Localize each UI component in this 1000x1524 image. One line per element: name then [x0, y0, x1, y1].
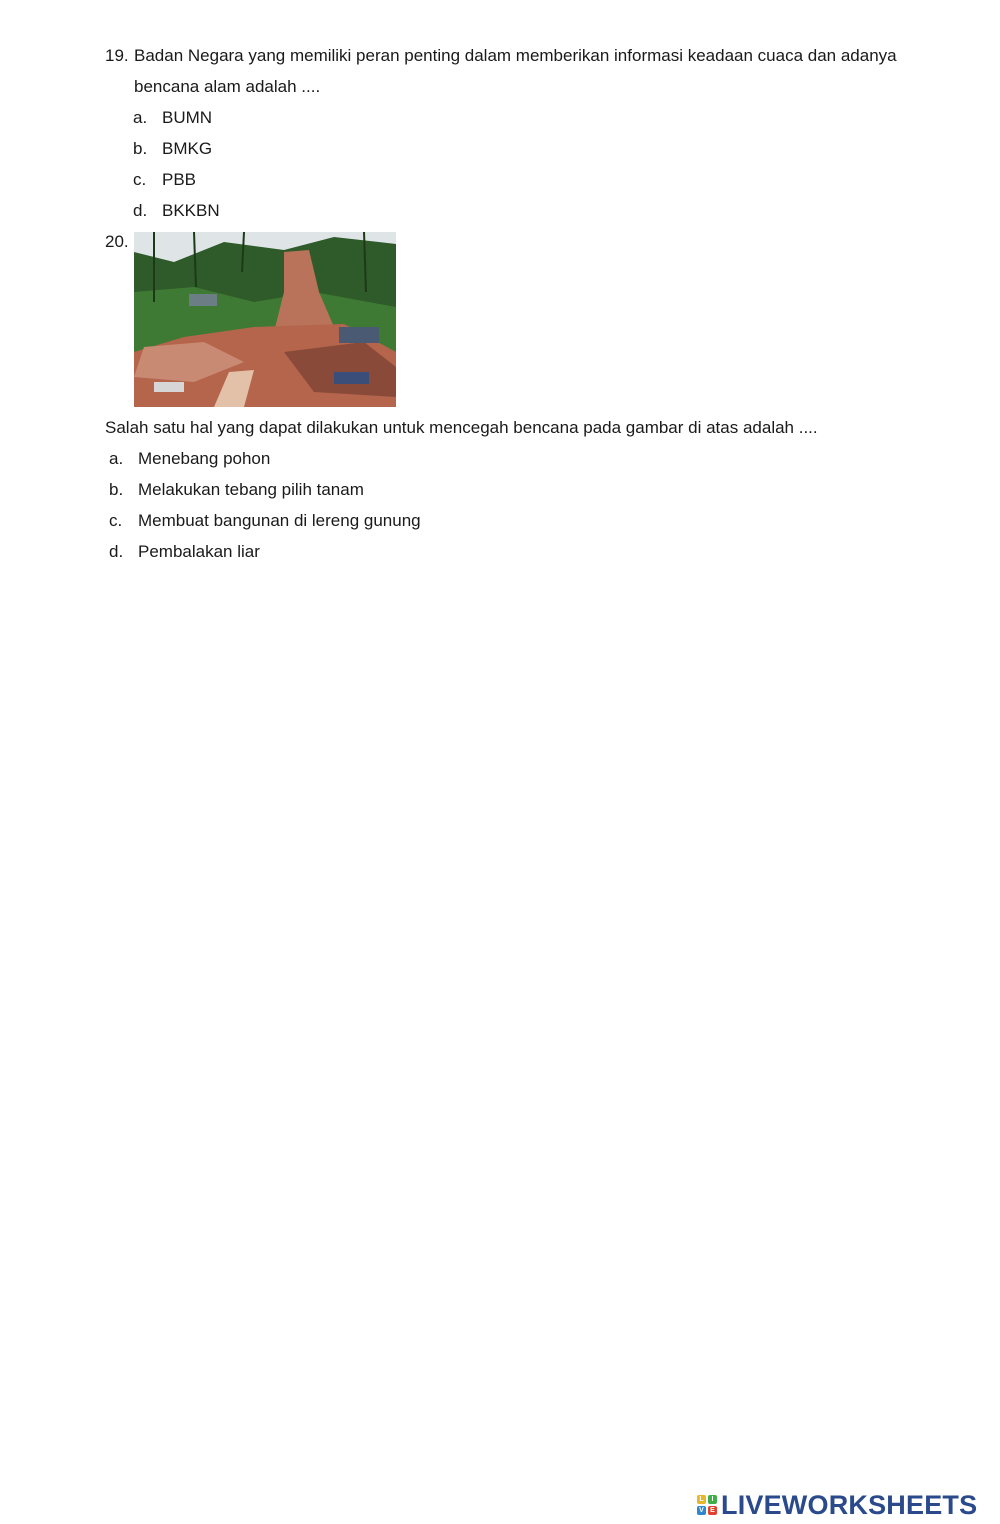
landslide-photo: [134, 232, 396, 407]
question-19-text-line-2: bencana alam adalah ....: [134, 77, 321, 96]
question-20-number: 20.: [105, 232, 129, 251]
option-text: BUMN: [162, 108, 213, 127]
option-letter: d.: [133, 201, 148, 220]
question-19-number: 19.: [105, 46, 129, 65]
logo-letter: L: [697, 1495, 706, 1504]
option-letter: a.: [133, 108, 148, 127]
option-text: BKKBN: [162, 201, 220, 220]
question-20-text: Salah satu hal yang dapat dilakukan untuk mencegah bencana pada gambar di atas adalah ....: [105, 418, 818, 437]
option-text: Pembalakan liar: [138, 542, 260, 561]
option-letter: b.: [133, 139, 148, 158]
option-letter: d.: [109, 542, 124, 561]
logo-mark-icon: [697, 1495, 717, 1515]
option-letter: a.: [109, 449, 124, 468]
option-text: BMKG: [162, 139, 213, 158]
liveworksheets-logo[interactable]: [697, 1490, 977, 1520]
option-letter: c.: [109, 511, 123, 530]
option-letter: c.: [133, 170, 147, 189]
option-text: Menebang pohon: [138, 449, 271, 468]
logo-letter: I: [708, 1495, 717, 1504]
logo-letter: V: [697, 1506, 706, 1515]
option-text: Melakukan tebang pilih tanam: [138, 480, 364, 499]
brand-name: LIVEWORKSHEETS: [721, 1489, 978, 1520]
question-19-text-line-1: Badan Negara yang memiliki peran penting dalam memberikan informasi keadaan cuaca dan adanya: [134, 46, 897, 65]
option-text: Membuat bangunan di lereng gunung: [138, 511, 421, 530]
logo-letter: E: [708, 1506, 717, 1515]
option-text: PBB: [162, 170, 197, 189]
option-letter: b.: [109, 480, 124, 499]
